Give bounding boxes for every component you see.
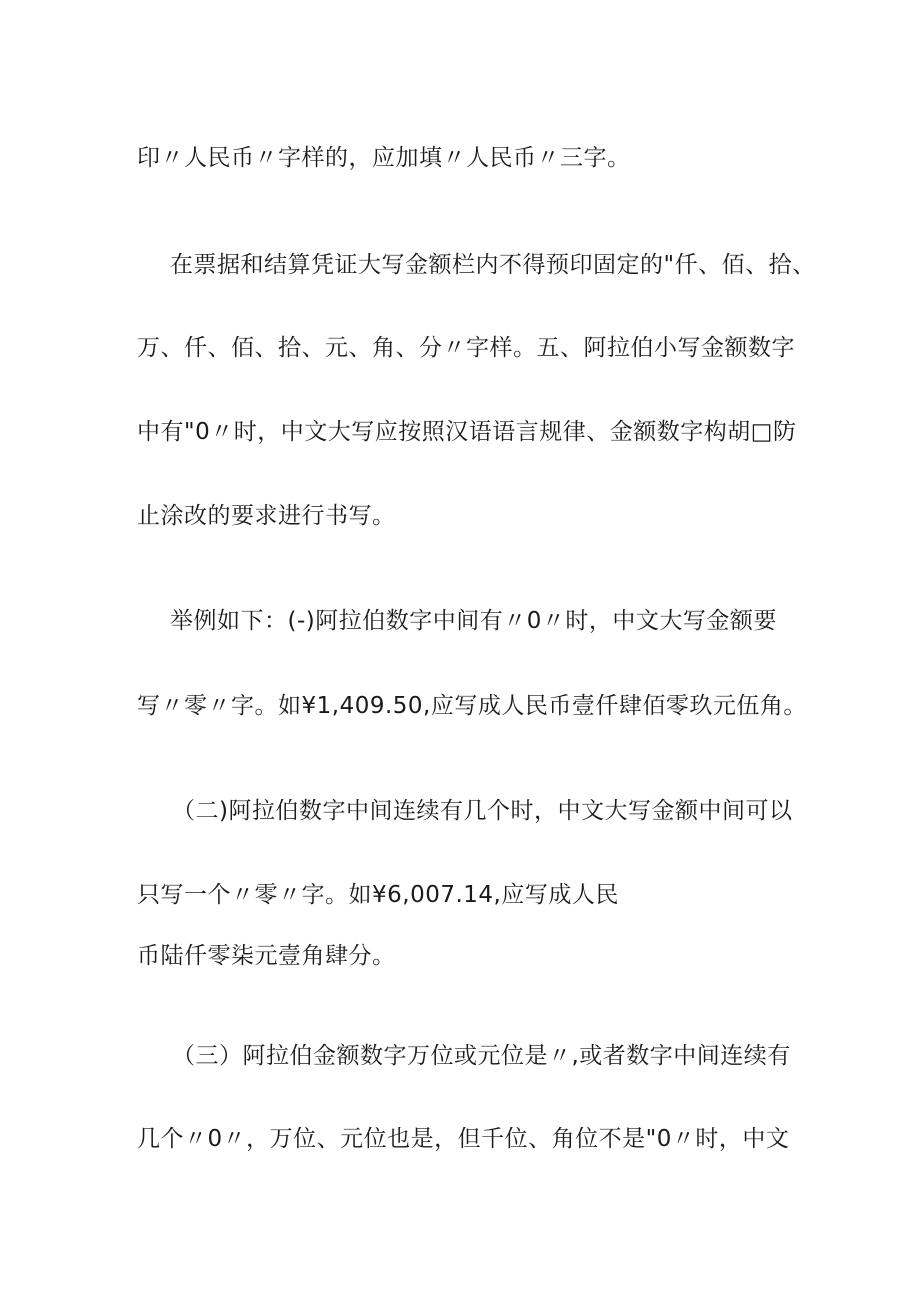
- paragraph-line-11: （三）阿拉伯金额数字万位或元位是〃,或者数字中间连续有: [172, 1043, 791, 1069]
- paragraph-line-9: 只写一个〃零〃字。如¥6,007.14,应写成人民: [137, 882, 619, 908]
- paragraph-line-3: 万、仟、佰、拾、元、角、分〃字样。五、阿拉伯小写金额数字: [137, 335, 795, 361]
- paragraph-line-6: 举例如下：(-)阿拉伯数字中间有〃0〃时，中文大写金额要: [170, 608, 777, 634]
- paragraph-line-5: 止涂改的要求进行书写。: [137, 503, 396, 529]
- paragraph-line-8: （二)阿拉伯数字中间连续有几个时，中文大写金额中间可以: [172, 798, 793, 824]
- paragraph-line-10: 币陆仟零柒元壹角肆分。: [137, 943, 396, 969]
- paragraph-line-4: 中有"0〃时，中文大写应按照汉语语言规律、金额数字构胡□防: [137, 419, 797, 445]
- paragraph-line-7: 写〃零〃字。如¥1,409.50,应写成人民币壹仟肆佰零玖元伍角。: [137, 693, 807, 719]
- paragraph-line-2: 在票据和结算凭证大写金额栏内不得预印固定的"仟、佰、拾、: [170, 252, 816, 278]
- paragraph-line-1: 印〃人民币〃字样的，应加填〃人民币〃三字。: [137, 145, 631, 171]
- paragraph-line-12: 几个〃0〃，万位、元位也是，但千位、角位不是"0〃时，中文: [137, 1126, 790, 1152]
